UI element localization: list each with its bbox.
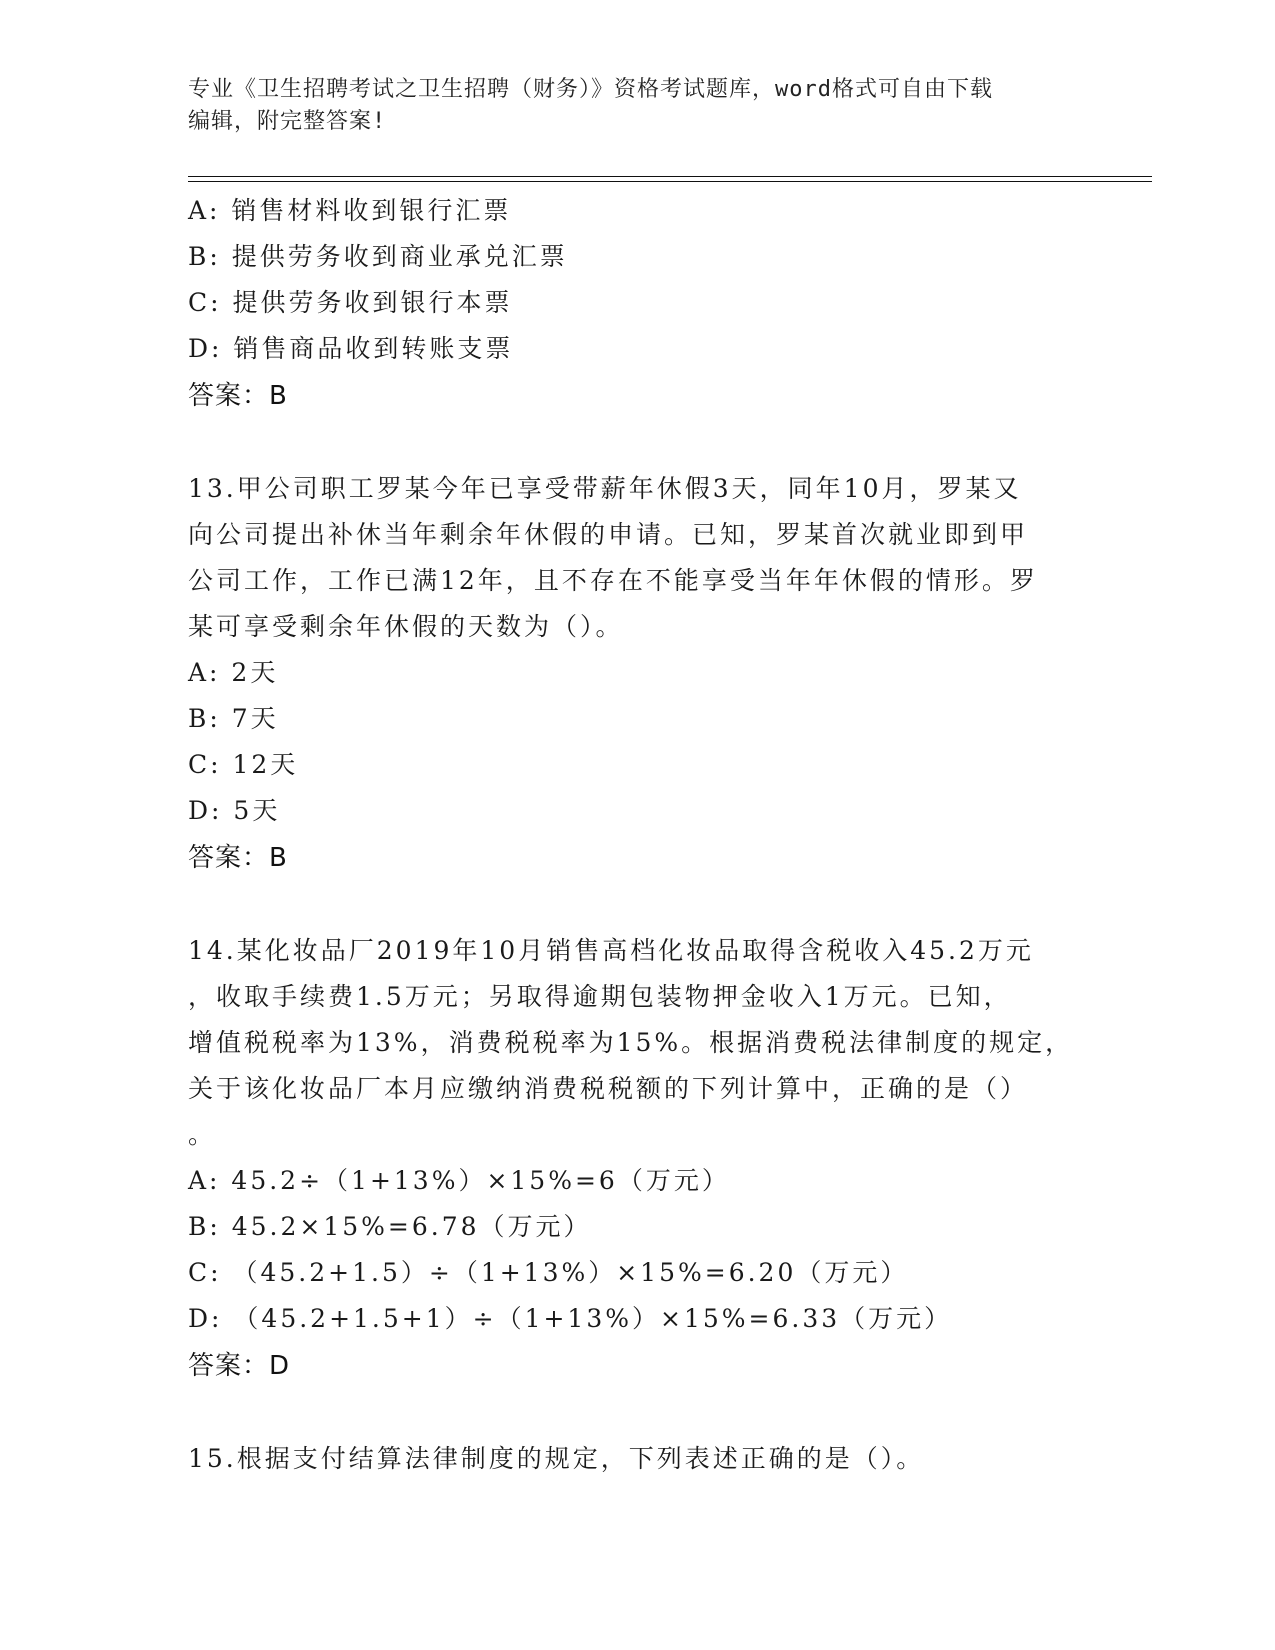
- q14-option-d: D: （45.2+1.5+1）÷（1+13%）×15%=6.33（万元）: [188, 1304, 953, 1333]
- q14-option-a: A: 45.2÷（1+13%）×15%=6（万元）: [188, 1166, 730, 1195]
- header-line-2: 编辑，附完整答案!: [188, 109, 387, 134]
- question-content: [188, 188, 1088, 1482]
- document-header: [188, 74, 1068, 138]
- question-15: [188, 1436, 1088, 1482]
- q14-option-b: B: 45.2×15%=6.78（万元）: [188, 1212, 592, 1241]
- q14-answer: 答案：D: [188, 1351, 291, 1381]
- question-13: [188, 466, 1088, 882]
- q14-stem-line-2: ，收取手续费1.5万元；另取得逾期包装物押金收入1万元。已知，: [188, 982, 1012, 1011]
- q13-option-b: B: 7天: [188, 704, 279, 733]
- q12-answer: 答案：B: [188, 381, 288, 411]
- spacer: [188, 420, 1088, 466]
- q12-option-a: A: 销售材料收到银行汇票: [188, 196, 512, 225]
- spacer: [188, 882, 1088, 928]
- header-line-1: 专业《卫生招聘考试之卫生招聘（财务）》资格考试题库，word格式可自由下载: [188, 77, 993, 102]
- q13-stem-line-4: 某可享受剩余年休假的天数为（）。: [188, 612, 624, 641]
- q14-stem-line-1: 14.某化妆品厂2019年10月销售高档化妆品取得含税收入45.2万元: [188, 936, 1034, 965]
- q14-stem-line-3: 增值税税率为13%，消费税税率为15%。根据消费税法律制度的规定，: [188, 1028, 1074, 1057]
- header-divider: [188, 176, 1152, 182]
- question-14: [188, 928, 1088, 1390]
- q13-option-a: A: 2天: [188, 658, 279, 687]
- q12-option-d: D: 销售商品收到转账支票: [188, 334, 514, 363]
- q13-option-c: C: 12天: [188, 750, 299, 779]
- q13-stem-line-1: 13.甲公司职工罗某今年已享受带薪年休假3天，同年10月，罗某又: [188, 474, 1022, 503]
- q13-option-d: D: 5天: [188, 796, 281, 825]
- q15-stem-line-1: 15.根据支付结算法律制度的规定，下列表述正确的是（）。: [188, 1444, 925, 1473]
- q14-stem-line-4: 关于该化妆品厂本月应缴纳消费税税额的下列计算中，正确的是（）: [188, 1074, 1029, 1103]
- q13-stem-line-3: 公司工作，工作已满12年，且不存在不能享受当年年休假的情形。罗: [188, 566, 1038, 595]
- spacer: [188, 1390, 1088, 1436]
- q13-answer: 答案：B: [188, 843, 288, 873]
- question-12: [188, 188, 1088, 420]
- q14-stem-line-5: 。: [188, 1120, 217, 1149]
- q12-option-b: B: 提供劳务收到商业承兑汇票: [188, 242, 568, 271]
- q13-stem-line-2: 向公司提出补休当年剩余年休假的申请。已知，罗某首次就业即到甲: [188, 520, 1029, 549]
- q14-option-c: C: （45.2+1.5）÷（1+13%）×15%=6.20（万元）: [188, 1258, 909, 1287]
- q12-option-c: C: 提供劳务收到银行本票: [188, 288, 513, 317]
